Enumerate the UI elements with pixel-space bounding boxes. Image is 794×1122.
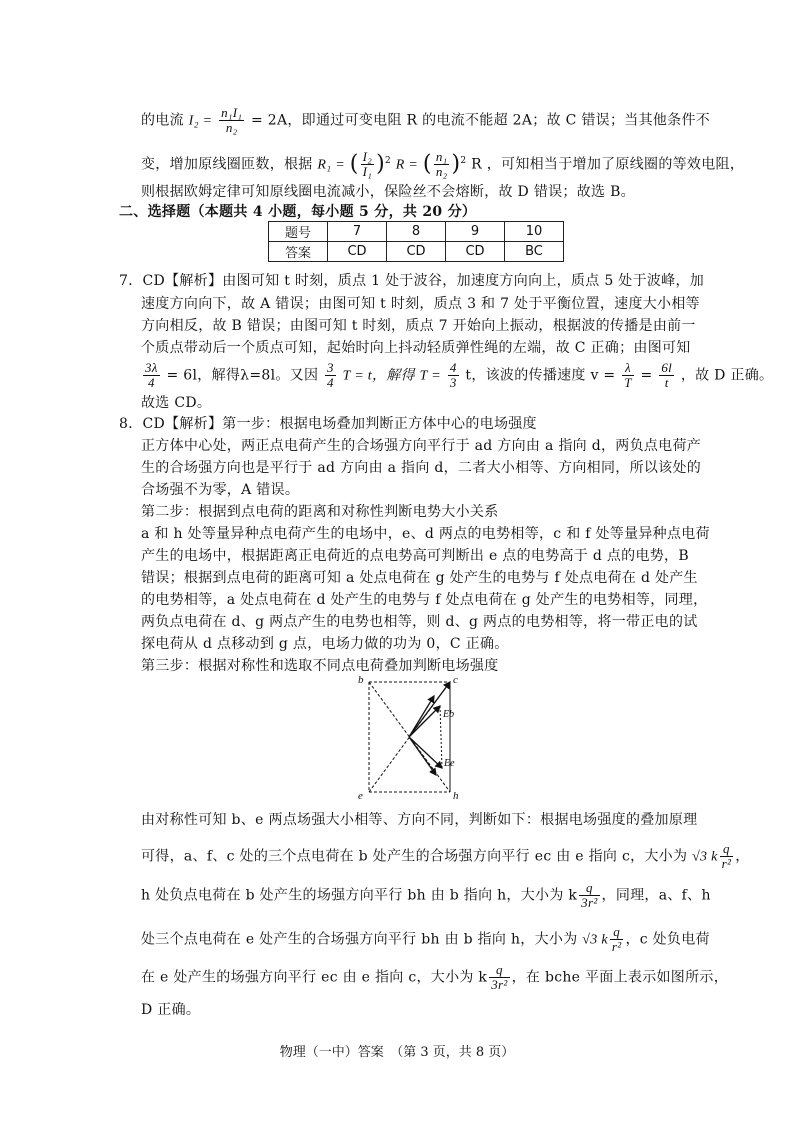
fraction: $\frac{q}{\text{r²}}$ bbox=[611, 924, 622, 954]
paragraph-line bbox=[141, 361, 773, 390]
paragraph-line: 变，增加原线圈匝数，根据 R₁ = ( $\frac{\text{I₂}}{\text{I₁}}$ )$^2$ R = ( $\frac{\text{n₁}}{\text{n₂}}$ )$^2$ R ，可知相当于增加了原线圈的等效电阻， bbox=[141, 149, 745, 179]
paragraph-line: 错误；根据到点电荷的距离可知 a 处点电荷在 g 处产生的电势与 f 处点电荷在 d 处产生 bbox=[141, 570, 698, 586]
paragraph-line: 故选 CD。 bbox=[141, 395, 212, 411]
paragraph-line bbox=[141, 925, 710, 954]
paragraph-line: 方向相反，故 B 错误；由图可知 t 时刻，质点 7 开始向上振动，根据波的传播是由前一 bbox=[141, 318, 696, 334]
paragraph-line: 7．CD【解析】由图可知 t 时刻，质点 1 处于波谷，加速度方向向上，质点 5 处于波峰，加 bbox=[119, 273, 705, 289]
label-e: e bbox=[358, 790, 363, 802]
table-cell: 题号 bbox=[269, 222, 328, 242]
fraction: $\frac{q}{\text{3r²}}$ bbox=[581, 880, 598, 910]
paragraph-line bbox=[141, 963, 728, 992]
table-cell: 10 bbox=[505, 222, 564, 242]
text: = bbox=[640, 367, 653, 384]
fraction: $\frac{4}{3}$ bbox=[449, 360, 457, 390]
fraction: $\frac{\lambda}{T}$ bbox=[624, 360, 632, 390]
table-cell: 8 bbox=[387, 222, 446, 242]
table-cell: CD bbox=[446, 242, 505, 262]
table-cell: 9 bbox=[446, 222, 505, 242]
text: h 处负点电荷在 b 处产生的场强方向平行 bh 由 b 指向 h，大小为 k bbox=[141, 887, 578, 904]
label-h: h bbox=[453, 790, 459, 802]
fraction: $\frac{\text{I₂}}{\text{I₁}}$ bbox=[362, 149, 373, 179]
text: = 2A，即通过可变电阻 R 的电流不能超 2A；故 C 错误；当其他条件不 bbox=[250, 112, 711, 129]
text: ，同理，a、f、h bbox=[601, 887, 711, 904]
text: ， bbox=[735, 848, 750, 865]
fraction: $\frac{\text{n₁I₁}}{\text{n₂}}$ bbox=[221, 105, 243, 135]
page-footer: 物理（一中）答案 （第 3 页，共 8 页） bbox=[279, 1045, 515, 1060]
paragraph-line: 第二步：根据到点电荷的距离和对称性判断电势大小关系 bbox=[141, 504, 499, 520]
label-c: c bbox=[453, 674, 458, 686]
formula: R = bbox=[395, 157, 419, 173]
paragraph-line: 个质点带动后一个质点可知，起始时向上抖动轻质弹性绳的左端，故 C 正确；由图可知 bbox=[141, 340, 691, 356]
text: = 6l，解得λ=8l。又因 bbox=[166, 367, 319, 384]
text: ，在 bche 平面上表示如图所示， bbox=[511, 969, 728, 986]
table-row bbox=[269, 242, 564, 262]
table-row bbox=[269, 222, 564, 242]
text: 处三个点电荷在 e 处产生的合场强方向平行 bh 由 b 指向 h，大小为 bbox=[141, 931, 578, 948]
text: ，故 D 正确。 bbox=[680, 367, 774, 384]
paragraph-line: 第三步：根据对称性和选取不同点电荷叠加判断电场强度 bbox=[141, 658, 499, 674]
paragraph-line bbox=[141, 881, 711, 910]
paragraph-line: 则根据欧姆定律可知原线圈电流减小，保险丝不会熔断，故 D 错误；故选 B。 bbox=[141, 184, 635, 200]
paragraph-line: 速度方向向下，故 A 错误；由图可知 t 时刻，质点 3 和 7 处于平衡位置，速度大小相等 bbox=[141, 296, 700, 312]
paragraph-line: a 和 h 处等量异种点电荷产生的电场中，e、d 两点的电势相等，c 和 f 处等量异种点电荷 bbox=[141, 526, 710, 542]
text: ，c 处负电荷 bbox=[625, 931, 710, 948]
fraction: $\frac{6l}{t}$ bbox=[661, 360, 673, 390]
paragraph-line bbox=[141, 106, 710, 135]
answer-table bbox=[268, 221, 564, 262]
label-b: b bbox=[358, 674, 364, 686]
fraction: $\frac{3}{4}$ bbox=[327, 360, 334, 390]
formula: R₁ = bbox=[317, 157, 345, 173]
text: 在 e 处产生的场强方向平行 ec 由 e 指向 c，大小为 k bbox=[141, 969, 488, 986]
text: 可得，a、f、c 处的三个点电荷在 b 处产生的合场强方向平行 ec 由 e 指向 c，大小为 bbox=[141, 848, 688, 865]
formula: √3 k bbox=[692, 849, 718, 865]
paragraph-line: 生的合场强方向也是平行于 ad 方向由 a 指向 d，二者大小相等、方向相同，所以该处的 bbox=[141, 460, 702, 476]
formula: I₂ = bbox=[188, 113, 213, 129]
paragraph-line: 8．CD【解析】第一步：根据电场叠加判断正方体中心的电场强度 bbox=[119, 416, 537, 432]
paragraph-line: 产生的电场中，根据距离正电荷近的点电势高可判断出 e 点的电势高于 d 点的电势，B bbox=[141, 548, 689, 564]
fraction: $\frac{\text{n₁}}{\text{n₂}}$ bbox=[435, 149, 448, 179]
paragraph-line: 正方体中心处，两正点电荷产生的合场强方向平行于 ad 方向由 a 指向 d，两负点电荷产 bbox=[141, 438, 702, 454]
table-cell: CD bbox=[328, 242, 387, 262]
paragraph-line: 合场强不为零，A 错误。 bbox=[141, 482, 300, 498]
paragraph-line: 两负点电荷在 d、g 两点产生的电势也相等，则 d、g 两点的电势相等，将一带正电的试 bbox=[141, 614, 698, 630]
text: R ，可知相当于增加了原线圈的等效电阻， bbox=[471, 156, 745, 173]
fraction: $\frac{3\lambda}{4}$ bbox=[145, 360, 158, 390]
text: 的电流 bbox=[141, 112, 184, 129]
table-cell: 答案 bbox=[269, 242, 328, 262]
label-Ee: Ee bbox=[444, 758, 455, 769]
text: t，该波的传播速度 v = bbox=[465, 367, 616, 384]
table-cell: 7 bbox=[328, 222, 387, 242]
formula: T = bbox=[419, 368, 442, 384]
table-cell: CD bbox=[387, 242, 446, 262]
paragraph-line: 的电势相等，a 处点电荷在 d 处产生的电势与 f 处点电荷在 g 处产生的电势相等，同理， bbox=[141, 592, 708, 608]
fraction: $\frac{q}{\text{r²}}$ bbox=[721, 841, 732, 871]
formula: √3 k bbox=[582, 932, 608, 948]
section-heading: 二、选择题（本题共 4 小题，每小题 5 分，共 20 分） bbox=[119, 204, 477, 220]
table-cell: BC bbox=[505, 242, 564, 262]
label-Eb: Eb bbox=[443, 709, 455, 720]
text: 变，增加原线圈匝数，根据 bbox=[141, 156, 313, 173]
paragraph-line bbox=[141, 842, 750, 871]
fraction: $\frac{q}{\text{3r²}}$ bbox=[491, 962, 508, 992]
paragraph-line: 探电荷从 d 点移动到 g 点，电场力做的功为 0，C 正确。 bbox=[141, 636, 509, 652]
field-diagram bbox=[352, 672, 472, 802]
text: T = t，解得 bbox=[342, 368, 415, 384]
paragraph-line: D 正确。 bbox=[141, 1002, 201, 1018]
paragraph-line: 由对称性可知 b、e 两点场强大小相等、方向不同，判断如下：根据电场强度的叠加原理 bbox=[141, 812, 698, 828]
